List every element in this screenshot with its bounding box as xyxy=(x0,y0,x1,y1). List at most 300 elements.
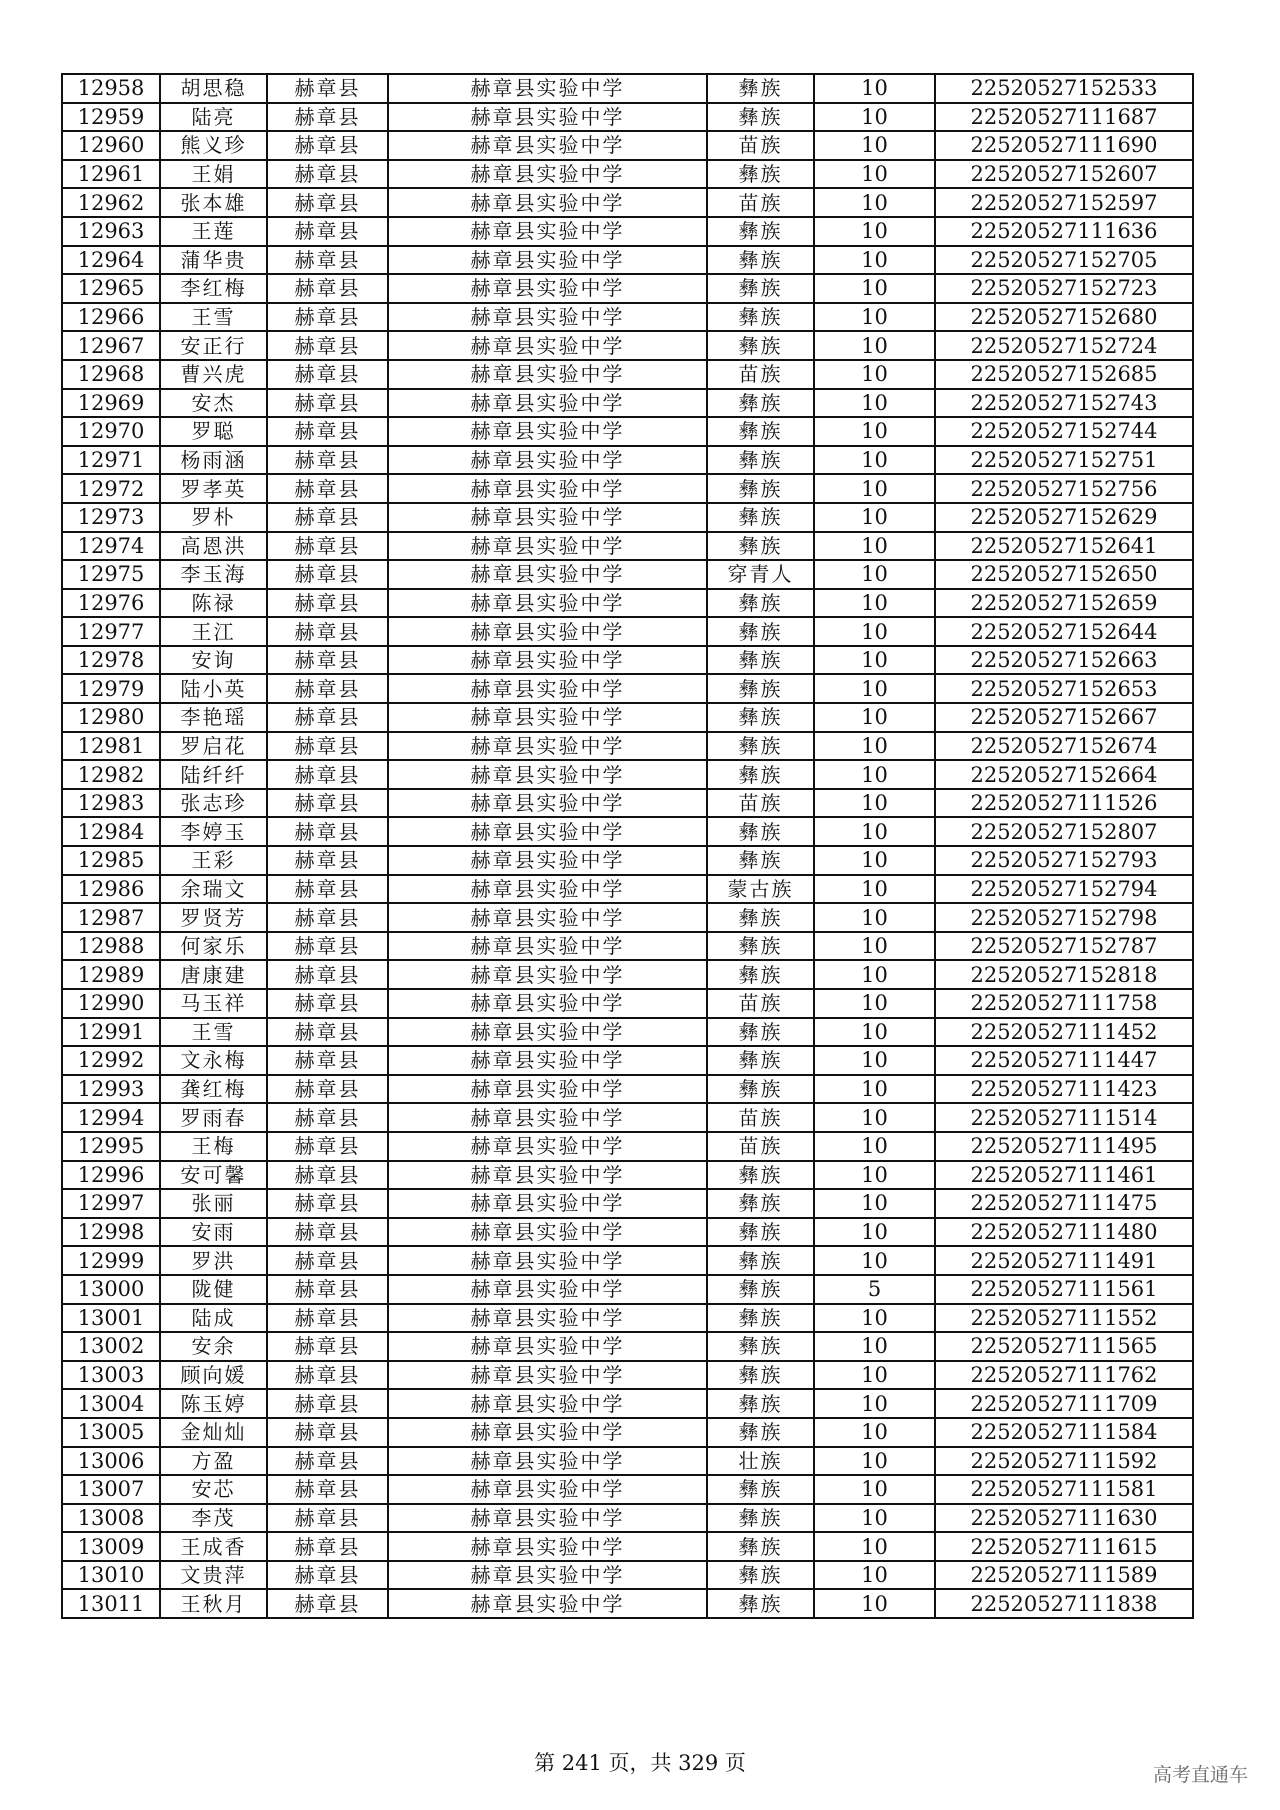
exam-id-cell: 22520527152644 xyxy=(935,617,1193,646)
name-cell: 王雪 xyxy=(160,303,267,332)
score-cell: 10 xyxy=(814,417,935,446)
name-cell: 安杰 xyxy=(160,389,267,418)
exam-id-cell: 22520527152667 xyxy=(935,703,1193,732)
score-cell: 10 xyxy=(814,246,935,275)
name-cell: 罗孝英 xyxy=(160,474,267,503)
table-row xyxy=(62,74,1193,103)
ethnicity-cell: 彝族 xyxy=(707,1332,814,1361)
name-cell: 余瑞文 xyxy=(160,875,267,904)
exam-id-cell: 22520527111452 xyxy=(935,1018,1193,1047)
ethnicity-cell: 彝族 xyxy=(707,1561,814,1590)
county-cell: 赫章县 xyxy=(267,846,388,875)
score-cell: 10 xyxy=(814,103,935,132)
seq-cell: 12984 xyxy=(62,817,160,846)
name-cell: 张志珍 xyxy=(160,789,267,818)
table-row xyxy=(62,617,1193,646)
county-cell: 赫章县 xyxy=(267,760,388,789)
table-row xyxy=(62,1332,1193,1361)
ethnicity-cell: 彝族 xyxy=(707,1532,814,1561)
ethnicity-cell: 彝族 xyxy=(707,474,814,503)
seq-cell: 12964 xyxy=(62,246,160,275)
school-cell: 赫章县实验中学 xyxy=(388,760,707,789)
table-row xyxy=(62,1561,1193,1590)
score-cell: 10 xyxy=(814,1418,935,1447)
score-cell: 10 xyxy=(814,131,935,160)
score-cell: 10 xyxy=(814,217,935,246)
seq-cell: 13011 xyxy=(62,1589,160,1618)
name-cell: 王梅 xyxy=(160,1132,267,1161)
score-cell: 10 xyxy=(814,817,935,846)
county-cell: 赫章县 xyxy=(267,1189,388,1218)
school-cell: 赫章县实验中学 xyxy=(388,1046,707,1075)
school-cell: 赫章县实验中学 xyxy=(388,560,707,589)
score-cell: 10 xyxy=(814,989,935,1018)
name-cell: 陆成 xyxy=(160,1304,267,1333)
school-cell: 赫章县实验中学 xyxy=(388,246,707,275)
name-cell: 陈玉婷 xyxy=(160,1389,267,1418)
seq-cell: 12975 xyxy=(62,560,160,589)
exam-id-cell: 22520527111709 xyxy=(935,1389,1193,1418)
county-cell: 赫章县 xyxy=(267,646,388,675)
ethnicity-cell: 彝族 xyxy=(707,274,814,303)
exam-id-cell: 22520527152751 xyxy=(935,446,1193,475)
score-cell: 10 xyxy=(814,1532,935,1561)
name-cell: 安正行 xyxy=(160,331,267,360)
exam-id-cell: 22520527111461 xyxy=(935,1161,1193,1190)
exam-id-cell: 22520527152533 xyxy=(935,74,1193,103)
seq-cell: 12980 xyxy=(62,703,160,732)
school-cell: 赫章县实验中学 xyxy=(388,789,707,818)
county-cell: 赫章县 xyxy=(267,331,388,360)
exam-id-cell: 22520527111758 xyxy=(935,989,1193,1018)
school-cell: 赫章县实验中学 xyxy=(388,589,707,618)
school-cell: 赫章县实验中学 xyxy=(388,103,707,132)
score-cell: 10 xyxy=(814,1189,935,1218)
school-cell: 赫章县实验中学 xyxy=(388,1561,707,1590)
ethnicity-cell: 彝族 xyxy=(707,417,814,446)
score-cell: 10 xyxy=(814,760,935,789)
seq-cell: 12987 xyxy=(62,903,160,932)
school-cell: 赫章县实验中学 xyxy=(388,960,707,989)
county-cell: 赫章县 xyxy=(267,1532,388,1561)
seq-cell: 13007 xyxy=(62,1475,160,1504)
school-cell: 赫章县实验中学 xyxy=(388,1275,707,1304)
name-cell: 王江 xyxy=(160,617,267,646)
score-cell: 10 xyxy=(814,1018,935,1047)
score-cell: 10 xyxy=(814,674,935,703)
table-row xyxy=(62,674,1193,703)
score-cell: 10 xyxy=(814,474,935,503)
county-cell: 赫章县 xyxy=(267,103,388,132)
name-cell: 龚红梅 xyxy=(160,1075,267,1104)
school-cell: 赫章县实验中学 xyxy=(388,903,707,932)
county-cell: 赫章县 xyxy=(267,1389,388,1418)
table-row xyxy=(62,1246,1193,1275)
ethnicity-cell: 彝族 xyxy=(707,446,814,475)
exam-id-cell: 22520527152807 xyxy=(935,817,1193,846)
ethnicity-cell: 苗族 xyxy=(707,789,814,818)
seq-cell: 12998 xyxy=(62,1218,160,1247)
seq-cell: 12965 xyxy=(62,274,160,303)
name-cell: 陆亮 xyxy=(160,103,267,132)
seq-cell: 12995 xyxy=(62,1132,160,1161)
county-cell: 赫章县 xyxy=(267,532,388,561)
ethnicity-cell: 彝族 xyxy=(707,532,814,561)
seq-cell: 12977 xyxy=(62,617,160,646)
exam-id-cell: 22520527152705 xyxy=(935,246,1193,275)
ethnicity-cell: 彝族 xyxy=(707,1075,814,1104)
seq-cell: 12958 xyxy=(62,74,160,103)
county-cell: 赫章县 xyxy=(267,1132,388,1161)
table-row xyxy=(62,303,1193,332)
name-cell: 蒲华贵 xyxy=(160,246,267,275)
table-row xyxy=(62,960,1193,989)
county-cell: 赫章县 xyxy=(267,1046,388,1075)
county-cell: 赫章县 xyxy=(267,732,388,761)
seq-cell: 12974 xyxy=(62,532,160,561)
score-cell: 10 xyxy=(814,1589,935,1618)
county-cell: 赫章县 xyxy=(267,1332,388,1361)
name-cell: 曹兴虎 xyxy=(160,360,267,389)
name-cell: 王成香 xyxy=(160,1532,267,1561)
school-cell: 赫章县实验中学 xyxy=(388,1389,707,1418)
school-cell: 赫章县实验中学 xyxy=(388,1189,707,1218)
county-cell: 赫章县 xyxy=(267,817,388,846)
name-cell: 罗洪 xyxy=(160,1246,267,1275)
school-cell: 赫章县实验中学 xyxy=(388,331,707,360)
seq-cell: 12967 xyxy=(62,331,160,360)
exam-id-cell: 22520527111687 xyxy=(935,103,1193,132)
ethnicity-cell: 苗族 xyxy=(707,360,814,389)
score-cell: 10 xyxy=(814,503,935,532)
school-cell: 赫章县实验中学 xyxy=(388,1361,707,1390)
table-row xyxy=(62,331,1193,360)
county-cell: 赫章县 xyxy=(267,1418,388,1447)
name-cell: 罗聪 xyxy=(160,417,267,446)
seq-cell: 13002 xyxy=(62,1332,160,1361)
school-cell: 赫章县实验中学 xyxy=(388,817,707,846)
name-cell: 金灿灿 xyxy=(160,1418,267,1447)
county-cell: 赫章县 xyxy=(267,446,388,475)
name-cell: 杨雨涵 xyxy=(160,446,267,475)
exam-id-cell: 22520527111423 xyxy=(935,1075,1193,1104)
school-cell: 赫章县实验中学 xyxy=(388,360,707,389)
score-cell: 10 xyxy=(814,646,935,675)
name-cell: 高恩洪 xyxy=(160,532,267,561)
name-cell: 罗贤芳 xyxy=(160,903,267,932)
ethnicity-cell: 苗族 xyxy=(707,131,814,160)
exam-id-cell: 22520527152653 xyxy=(935,674,1193,703)
exam-id-cell: 22520527152659 xyxy=(935,589,1193,618)
student-list-table xyxy=(61,73,1194,1619)
exam-id-cell: 22520527152607 xyxy=(935,160,1193,189)
exam-id-cell: 22520527111475 xyxy=(935,1189,1193,1218)
score-cell: 10 xyxy=(814,617,935,646)
county-cell: 赫章县 xyxy=(267,674,388,703)
table-row xyxy=(62,446,1193,475)
seq-cell: 13006 xyxy=(62,1447,160,1476)
table-row xyxy=(62,532,1193,561)
ethnicity-cell: 彝族 xyxy=(707,1018,814,1047)
seq-cell: 12988 xyxy=(62,932,160,961)
score-cell: 10 xyxy=(814,703,935,732)
table-row xyxy=(62,1389,1193,1418)
school-cell: 赫章县实验中学 xyxy=(388,1218,707,1247)
exam-id-cell: 22520527111552 xyxy=(935,1304,1193,1333)
table-row xyxy=(62,1504,1193,1533)
ethnicity-cell: 彝族 xyxy=(707,589,814,618)
ethnicity-cell: 彝族 xyxy=(707,1218,814,1247)
name-cell: 李玉海 xyxy=(160,560,267,589)
score-cell: 10 xyxy=(814,303,935,332)
name-cell: 胡思稳 xyxy=(160,74,267,103)
seq-cell: 12961 xyxy=(62,160,160,189)
ethnicity-cell: 彝族 xyxy=(707,903,814,932)
seq-cell: 12960 xyxy=(62,131,160,160)
name-cell: 王彩 xyxy=(160,846,267,875)
school-cell: 赫章县实验中学 xyxy=(388,703,707,732)
county-cell: 赫章县 xyxy=(267,1561,388,1590)
seq-cell: 12970 xyxy=(62,417,160,446)
county-cell: 赫章县 xyxy=(267,1018,388,1047)
ethnicity-cell: 彝族 xyxy=(707,1589,814,1618)
ethnicity-cell: 彝族 xyxy=(707,1304,814,1333)
table-row xyxy=(62,875,1193,904)
county-cell: 赫章县 xyxy=(267,188,388,217)
score-cell: 10 xyxy=(814,846,935,875)
seq-cell: 12982 xyxy=(62,760,160,789)
exam-id-cell: 22520527152641 xyxy=(935,532,1193,561)
table-row xyxy=(62,560,1193,589)
county-cell: 赫章县 xyxy=(267,1361,388,1390)
exam-id-cell: 22520527111495 xyxy=(935,1132,1193,1161)
seq-cell: 13008 xyxy=(62,1504,160,1533)
score-cell: 10 xyxy=(814,560,935,589)
table-row xyxy=(62,274,1193,303)
table-row xyxy=(62,1304,1193,1333)
seq-cell: 12981 xyxy=(62,732,160,761)
score-cell: 5 xyxy=(814,1275,935,1304)
table-row xyxy=(62,1589,1193,1618)
score-cell: 10 xyxy=(814,1103,935,1132)
exam-id-cell: 22520527111762 xyxy=(935,1361,1193,1390)
score-cell: 10 xyxy=(814,589,935,618)
seq-cell: 12962 xyxy=(62,188,160,217)
ethnicity-cell: 彝族 xyxy=(707,760,814,789)
ethnicity-cell: 彝族 xyxy=(707,1389,814,1418)
score-cell: 10 xyxy=(814,160,935,189)
school-cell: 赫章县实验中学 xyxy=(388,1504,707,1533)
score-cell: 10 xyxy=(814,789,935,818)
name-cell: 安余 xyxy=(160,1332,267,1361)
name-cell: 陆纤纤 xyxy=(160,760,267,789)
name-cell: 陈禄 xyxy=(160,589,267,618)
county-cell: 赫章县 xyxy=(267,1161,388,1190)
ethnicity-cell: 彝族 xyxy=(707,103,814,132)
seq-cell: 12966 xyxy=(62,303,160,332)
school-cell: 赫章县实验中学 xyxy=(388,532,707,561)
score-cell: 10 xyxy=(814,875,935,904)
county-cell: 赫章县 xyxy=(267,1075,388,1104)
name-cell: 唐康建 xyxy=(160,960,267,989)
name-cell: 李艳瑶 xyxy=(160,703,267,732)
exam-id-cell: 22520527152787 xyxy=(935,932,1193,961)
county-cell: 赫章县 xyxy=(267,474,388,503)
county-cell: 赫章县 xyxy=(267,131,388,160)
seq-cell: 13005 xyxy=(62,1418,160,1447)
school-cell: 赫章县实验中学 xyxy=(388,1103,707,1132)
score-cell: 10 xyxy=(814,360,935,389)
ethnicity-cell: 彝族 xyxy=(707,1275,814,1304)
score-cell: 10 xyxy=(814,1504,935,1533)
school-cell: 赫章县实验中学 xyxy=(388,303,707,332)
seq-cell: 12963 xyxy=(62,217,160,246)
score-cell: 10 xyxy=(814,1218,935,1247)
school-cell: 赫章县实验中学 xyxy=(388,74,707,103)
table-row xyxy=(62,1046,1193,1075)
exam-id-cell: 22520527152674 xyxy=(935,732,1193,761)
name-cell: 陆小英 xyxy=(160,674,267,703)
table-row xyxy=(62,389,1193,418)
county-cell: 赫章县 xyxy=(267,617,388,646)
seq-cell: 12983 xyxy=(62,789,160,818)
table-row xyxy=(62,703,1193,732)
score-cell: 10 xyxy=(814,1361,935,1390)
seq-cell: 12976 xyxy=(62,589,160,618)
name-cell: 王雪 xyxy=(160,1018,267,1047)
score-cell: 10 xyxy=(814,732,935,761)
ethnicity-cell: 彝族 xyxy=(707,74,814,103)
county-cell: 赫章县 xyxy=(267,274,388,303)
table-row xyxy=(62,1218,1193,1247)
exam-id-cell: 22520527111480 xyxy=(935,1218,1193,1247)
seq-cell: 12979 xyxy=(62,674,160,703)
exam-id-cell: 22520527111592 xyxy=(935,1447,1193,1476)
name-cell: 安芯 xyxy=(160,1475,267,1504)
watermark: 高考直通车 xyxy=(1153,1764,1249,1786)
seq-cell: 12972 xyxy=(62,474,160,503)
name-cell: 罗雨春 xyxy=(160,1103,267,1132)
exam-id-cell: 22520527152744 xyxy=(935,417,1193,446)
score-cell: 10 xyxy=(814,74,935,103)
score-cell: 10 xyxy=(814,1561,935,1590)
score-cell: 10 xyxy=(814,903,935,932)
page-number: 第 241 页，共 329 页 xyxy=(534,1751,746,1775)
table-row xyxy=(62,789,1193,818)
seq-cell: 13000 xyxy=(62,1275,160,1304)
name-cell: 罗启花 xyxy=(160,732,267,761)
ethnicity-cell: 彝族 xyxy=(707,389,814,418)
seq-cell: 12994 xyxy=(62,1103,160,1132)
seq-cell: 12969 xyxy=(62,389,160,418)
score-cell: 10 xyxy=(814,1332,935,1361)
ethnicity-cell: 彝族 xyxy=(707,503,814,532)
seq-cell: 12996 xyxy=(62,1161,160,1190)
table-row xyxy=(62,903,1193,932)
school-cell: 赫章县实验中学 xyxy=(388,503,707,532)
county-cell: 赫章县 xyxy=(267,417,388,446)
school-cell: 赫章县实验中学 xyxy=(388,131,707,160)
ethnicity-cell: 彝族 xyxy=(707,960,814,989)
exam-id-cell: 22520527111526 xyxy=(935,789,1193,818)
exam-id-cell: 22520527152629 xyxy=(935,503,1193,532)
exam-id-cell: 22520527152756 xyxy=(935,474,1193,503)
county-cell: 赫章县 xyxy=(267,703,388,732)
score-cell: 10 xyxy=(814,1132,935,1161)
score-cell: 10 xyxy=(814,274,935,303)
table-row xyxy=(62,417,1193,446)
school-cell: 赫章县实验中学 xyxy=(388,474,707,503)
ethnicity-cell: 彝族 xyxy=(707,817,814,846)
table-body xyxy=(62,74,1193,1618)
ethnicity-cell: 彝族 xyxy=(707,703,814,732)
table-row xyxy=(62,760,1193,789)
name-cell: 何家乐 xyxy=(160,932,267,961)
county-cell: 赫章县 xyxy=(267,1218,388,1247)
ethnicity-cell: 彝族 xyxy=(707,732,814,761)
school-cell: 赫章县实验中学 xyxy=(388,1332,707,1361)
school-cell: 赫章县实验中学 xyxy=(388,875,707,904)
county-cell: 赫章县 xyxy=(267,989,388,1018)
county-cell: 赫章县 xyxy=(267,589,388,618)
county-cell: 赫章县 xyxy=(267,789,388,818)
school-cell: 赫章县实验中学 xyxy=(388,1447,707,1476)
name-cell: 安可馨 xyxy=(160,1161,267,1190)
seq-cell: 13004 xyxy=(62,1389,160,1418)
seq-cell: 12973 xyxy=(62,503,160,532)
name-cell: 陇健 xyxy=(160,1275,267,1304)
score-cell: 10 xyxy=(814,446,935,475)
ethnicity-cell: 彝族 xyxy=(707,1161,814,1190)
table-row xyxy=(62,188,1193,217)
county-cell: 赫章县 xyxy=(267,503,388,532)
school-cell: 赫章县实验中学 xyxy=(388,989,707,1018)
county-cell: 赫章县 xyxy=(267,1103,388,1132)
exam-id-cell: 22520527152680 xyxy=(935,303,1193,332)
ethnicity-cell: 彝族 xyxy=(707,1504,814,1533)
table-row xyxy=(62,503,1193,532)
score-cell: 10 xyxy=(814,960,935,989)
exam-id-cell: 22520527111447 xyxy=(935,1046,1193,1075)
seq-cell: 12989 xyxy=(62,960,160,989)
exam-id-cell: 22520527111491 xyxy=(935,1246,1193,1275)
county-cell: 赫章县 xyxy=(267,303,388,332)
table-row xyxy=(62,989,1193,1018)
name-cell: 安询 xyxy=(160,646,267,675)
name-cell: 文贵萍 xyxy=(160,1561,267,1590)
county-cell: 赫章县 xyxy=(267,1275,388,1304)
school-cell: 赫章县实验中学 xyxy=(388,188,707,217)
score-cell: 10 xyxy=(814,1075,935,1104)
name-cell: 安雨 xyxy=(160,1218,267,1247)
table-row xyxy=(62,103,1193,132)
table-row xyxy=(62,1132,1193,1161)
name-cell: 顾向媛 xyxy=(160,1361,267,1390)
exam-id-cell: 22520527152685 xyxy=(935,360,1193,389)
table-row xyxy=(62,474,1193,503)
school-cell: 赫章县实验中学 xyxy=(388,646,707,675)
name-cell: 李茂 xyxy=(160,1504,267,1533)
table-row xyxy=(62,246,1193,275)
ethnicity-cell: 蒙古族 xyxy=(707,875,814,904)
exam-id-cell: 22520527152664 xyxy=(935,760,1193,789)
county-cell: 赫章县 xyxy=(267,217,388,246)
score-cell: 10 xyxy=(814,331,935,360)
school-cell: 赫章县实验中学 xyxy=(388,1532,707,1561)
exam-id-cell: 22520527152743 xyxy=(935,389,1193,418)
name-cell: 李婷玉 xyxy=(160,817,267,846)
ethnicity-cell: 彝族 xyxy=(707,846,814,875)
